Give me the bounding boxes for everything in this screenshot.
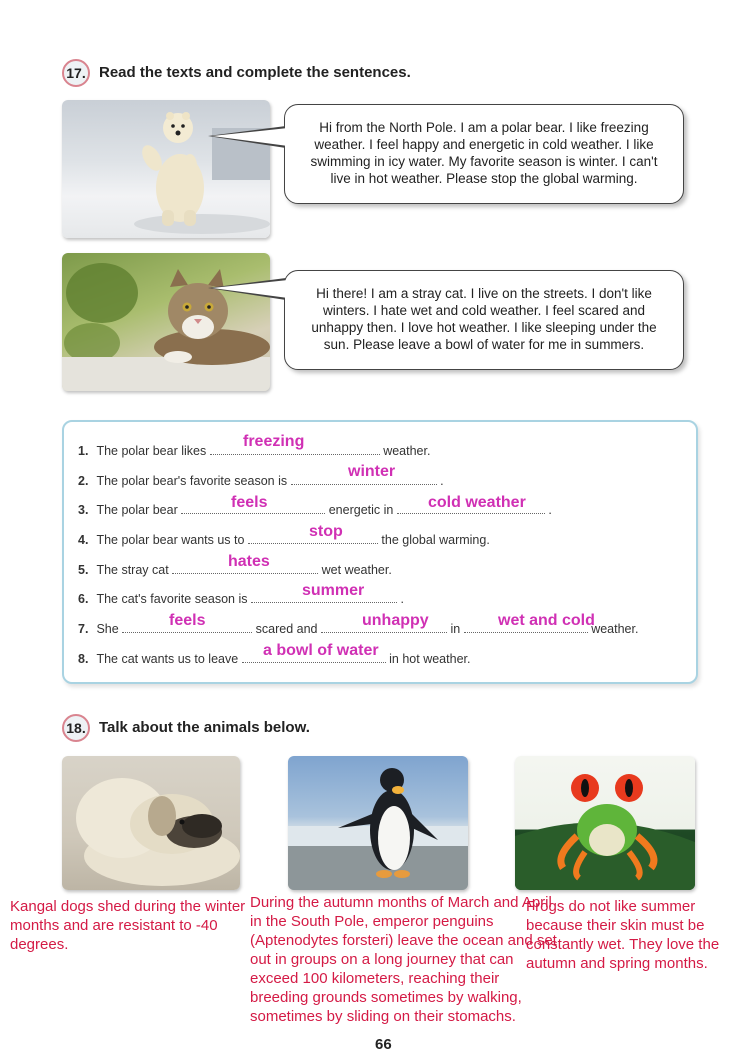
sentence-7-number: 7. xyxy=(78,622,89,636)
penguin-photo xyxy=(288,756,468,890)
answer-7b: unhappy xyxy=(362,612,429,629)
exercise-17-number: 17. xyxy=(62,59,90,87)
exercise-18-number: 18. xyxy=(62,714,90,742)
penguin-icon xyxy=(288,756,468,890)
bear-speech-bubble: Hi from the North Pole. I am a polar bear. I like freezing weather. I feel happy and energetic in cold weather. I like swimming in icy water. My favorite season is winter. I can't live in hot weather. Please stop the global warming. xyxy=(284,104,684,204)
answer-1: freezing xyxy=(243,433,305,450)
sentence-5-text-a: The stray cat xyxy=(96,563,169,577)
sentence-3-text-c: . xyxy=(548,503,552,517)
answer-7c: wet and cold xyxy=(498,612,595,629)
page-number: 66 xyxy=(375,1036,392,1053)
answer-6: summer xyxy=(302,582,365,599)
sentence-4-number: 4. xyxy=(78,533,89,547)
sentence-4-text-a: The polar bear wants us to xyxy=(96,533,245,547)
sentence-8-text-a: The cat wants us to leave xyxy=(96,652,239,666)
sentence-2-number: 2. xyxy=(78,474,89,488)
sentence-6-text-b: . xyxy=(400,592,404,606)
sentence-7-text-c: in xyxy=(450,622,461,636)
exercise-18-title: Talk about the animals below. xyxy=(99,719,310,736)
dog-icon xyxy=(62,756,240,890)
cat-speech-bubble: Hi there! I am a stray cat. I live on the streets. I don't like winters. I hate wet and cold weather. I feel scared and unhappy then. I love hot weather. I like sleeping under the sun. Please leave a bowl of water for me in summers. xyxy=(284,270,684,370)
polar-bear-photo xyxy=(62,100,270,238)
exercise-17-title: Read the texts and complete the sentences. xyxy=(99,64,411,81)
sentence-5-text-b: wet weather. xyxy=(321,563,392,577)
sentence-8-text-b: in hot weather. xyxy=(389,652,471,666)
sentence-7-text-b: scared and xyxy=(255,622,318,636)
sentence-3-text-a: The polar bear xyxy=(96,503,178,517)
sentence-1-text-b: weather. xyxy=(383,444,431,458)
dog-caption: Kangal dogs shed during the winter months and are resistant to -40 degrees. xyxy=(10,898,246,953)
polar-bear-icon xyxy=(62,100,270,238)
penguin-caption: During the autumn months of March and April in the South Pole, emperor penguins (Aptenodytes forsteri) leave the ocean and set out in groups on a long journey that can exceed 100 kilometers, reaching their breeding grounds sometimes by walking, sometimes by sliding on their stomachs. xyxy=(250,894,557,1025)
sentence-1-number: 1. xyxy=(78,444,89,458)
answer-8: a bowl of water xyxy=(263,642,379,659)
sentence-6-number: 6. xyxy=(78,592,89,606)
answer-4: stop xyxy=(309,523,343,540)
bear-bubble-tail-fill xyxy=(212,128,288,146)
answer-5: hates xyxy=(228,553,270,570)
cat-icon xyxy=(62,253,270,391)
sentence-4-text-b: the global warming. xyxy=(381,533,490,547)
dog-photo xyxy=(62,756,240,890)
cat-bubble-tail-fill xyxy=(212,280,288,298)
sentence-4 xyxy=(78,533,490,547)
exercise-17-box xyxy=(62,420,698,684)
answer-2: winter xyxy=(348,463,396,480)
frog-photo xyxy=(515,756,695,890)
sentence-7-text-d: weather. xyxy=(591,622,639,636)
sentence-8-number: 8. xyxy=(78,652,89,666)
answer-7a: feels xyxy=(169,612,206,629)
cat-photo xyxy=(62,253,270,391)
sentence-1-text-a: The polar bear likes xyxy=(96,444,207,458)
sentence-6-text-a: The cat's favorite season is xyxy=(96,592,248,606)
answer-3b: cold weather xyxy=(428,494,526,511)
sentence-2-text-a: The polar bear's favorite season is xyxy=(96,474,288,488)
frog-icon xyxy=(515,756,695,890)
frog-caption: Frogs do not like summer because their skin must be constantly wet. They love the autumn and spring months. xyxy=(526,898,720,972)
sentence-5-number: 5. xyxy=(78,563,89,577)
sentence-7-text-a: She xyxy=(96,622,119,636)
sentence-3-number: 3. xyxy=(78,503,89,517)
sentence-3-text-b: energetic in xyxy=(328,503,394,517)
answer-3a: feels xyxy=(231,494,268,511)
sentence-2-text-b: . xyxy=(440,474,444,488)
